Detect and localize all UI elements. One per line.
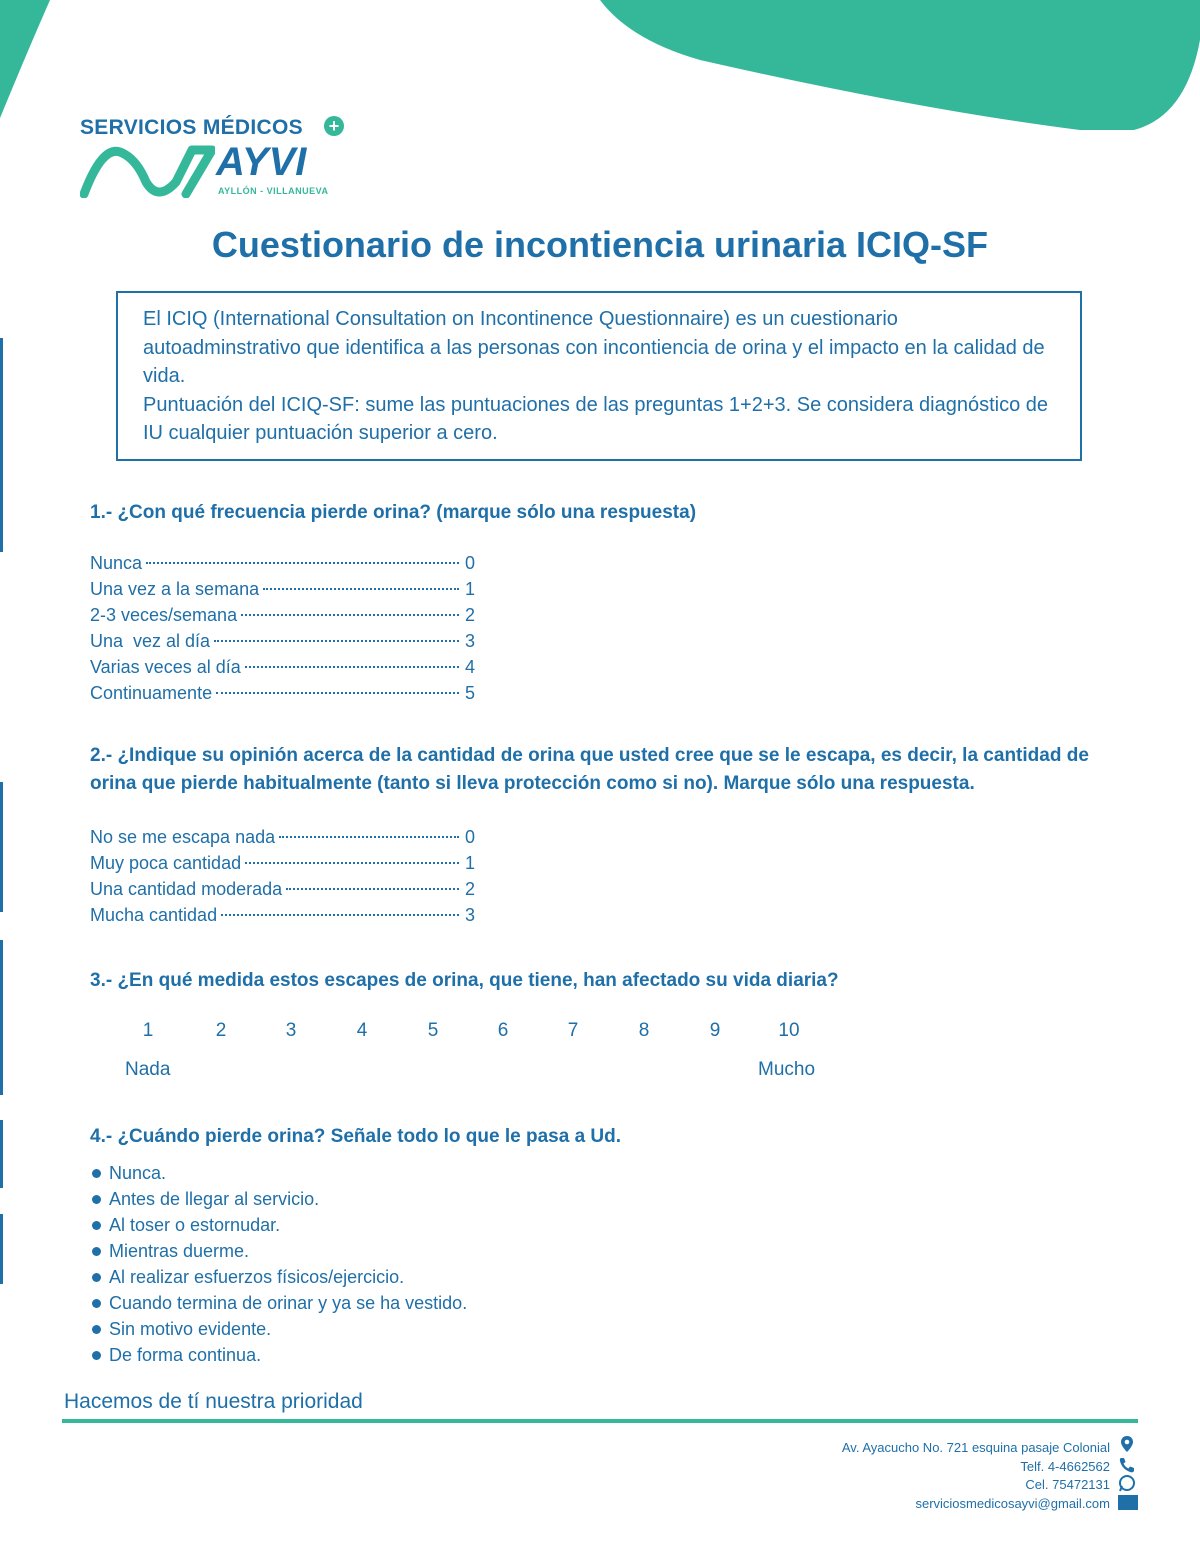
option-label: Al realizar esfuerzos físicos/ejercicio. bbox=[109, 1267, 405, 1287]
scale-option[interactable]: 4 bbox=[356, 1020, 368, 1041]
footer-cell: Cel. 75472131 bbox=[1025, 1477, 1110, 1492]
option-value: 2 bbox=[464, 879, 475, 899]
list-item[interactable] bbox=[92, 1186, 467, 1212]
option-value: 2 bbox=[464, 605, 475, 625]
option-label: Sin motivo evidente. bbox=[109, 1319, 272, 1339]
option-label: Varias veces al día bbox=[90, 657, 241, 677]
edge-mark bbox=[0, 338, 3, 552]
option-value: 4 bbox=[464, 657, 475, 677]
company-logo bbox=[80, 112, 360, 202]
footer-phone: Telf. 4-4662562 bbox=[1020, 1459, 1110, 1474]
bullet-icon bbox=[92, 1221, 101, 1230]
dot-leader bbox=[214, 640, 459, 642]
dot-leader bbox=[146, 562, 459, 564]
phone-icon bbox=[1118, 1456, 1136, 1474]
scale-option[interactable]: 8 bbox=[638, 1020, 650, 1041]
option-label: Cuando termina de orinar y ya se ha vestido. bbox=[109, 1293, 468, 1313]
dot-leader bbox=[221, 914, 459, 916]
question-3: 3.- ¿En qué medida estos escapes de orina, que tiene, han afectado su vida diaria? bbox=[90, 970, 839, 991]
scale-option[interactable]: 9 bbox=[709, 1020, 721, 1041]
list-item[interactable] bbox=[92, 1264, 467, 1290]
dot-leader bbox=[245, 862, 459, 864]
scale-option[interactable]: 6 bbox=[497, 1020, 509, 1041]
option-value: 0 bbox=[464, 553, 475, 573]
intro-paragraph: El ICIQ (International Consultation on Incontinence Questionnaire) es un cuestionario autoadminstrativo que identifica a las personas con incontiencia de orina y el impacto en la calidad de vida. bbox=[143, 308, 1045, 387]
option-label: Al toser o estornudar. bbox=[109, 1215, 281, 1235]
bullet-icon bbox=[92, 1169, 101, 1178]
scale-option[interactable]: 2 bbox=[215, 1020, 227, 1041]
footer-address: Av. Ayacucho No. 721 esquina pasaje Colonial bbox=[841, 1440, 1110, 1455]
option-row[interactable] bbox=[90, 876, 475, 902]
scale-option[interactable]: 1 bbox=[142, 1020, 154, 1041]
logo-brand: AYVI bbox=[216, 140, 307, 184]
edge-mark bbox=[0, 1214, 3, 1284]
option-value: 5 bbox=[464, 683, 475, 703]
bullet-icon bbox=[92, 1247, 101, 1256]
option-row[interactable] bbox=[90, 824, 475, 850]
option-value: 3 bbox=[464, 631, 475, 651]
option-label: No se me escapa nada bbox=[90, 827, 276, 847]
dot-leader bbox=[216, 692, 459, 694]
option-label: Mientras duerme. bbox=[109, 1241, 250, 1261]
scale-high-label: Mucho bbox=[758, 1059, 816, 1080]
whatsapp-icon bbox=[1118, 1474, 1136, 1492]
option-label: Una vez al día bbox=[90, 631, 211, 651]
logo-subtitle: AYLLÓN - VILLANUEVA bbox=[218, 186, 329, 196]
bullet-icon bbox=[92, 1195, 101, 1204]
option-row[interactable] bbox=[90, 576, 475, 602]
dot-leader bbox=[286, 888, 459, 890]
footer-email[interactable]: serviciosmedicosayvi@gmail.com bbox=[915, 1496, 1110, 1511]
option-row[interactable] bbox=[90, 654, 475, 680]
list-item[interactable] bbox=[92, 1160, 467, 1186]
dot-leader bbox=[245, 666, 459, 668]
dot-leader bbox=[279, 836, 459, 838]
question-2-options bbox=[90, 824, 475, 928]
question-2: 2.- ¿Indique su opinión acerca de la cantidad de orina que usted cree que se le escapa, es decir, la cantidad de orina que pierde habitualmente (tanto si lleva protección como si no). Marque sólo una respuesta. bbox=[90, 745, 1089, 794]
option-label: Mucha cantidad bbox=[90, 905, 218, 925]
option-label: Nunca bbox=[90, 553, 143, 573]
footer-slogan: Hacemos de tí nuestra prioridad bbox=[64, 1390, 363, 1413]
option-row[interactable] bbox=[90, 628, 475, 654]
option-label: Una vez a la semana bbox=[90, 579, 260, 599]
question-4: 4.- ¿Cuándo pierde orina? Señale todo lo que le pasa a Ud. bbox=[90, 1126, 622, 1147]
list-item[interactable] bbox=[92, 1316, 467, 1342]
logo-top-text: SERVICIOS MÉDICOS bbox=[80, 116, 303, 139]
email-icon bbox=[1118, 1495, 1138, 1510]
option-label: De forma continua. bbox=[109, 1345, 262, 1365]
option-row[interactable] bbox=[90, 602, 475, 628]
option-label: Muy poca cantidad bbox=[90, 853, 242, 873]
background-decoration bbox=[0, 0, 1200, 130]
edge-mark bbox=[0, 782, 3, 912]
scale-low-label: Nada bbox=[125, 1059, 171, 1080]
location-pin-icon bbox=[1118, 1435, 1136, 1453]
question-1: 1.- ¿Con qué frecuencia pierde orina? (marque sólo una respuesta) bbox=[90, 502, 697, 523]
option-value: 1 bbox=[464, 579, 475, 599]
intro-box bbox=[116, 291, 1082, 461]
dot-leader bbox=[241, 614, 459, 616]
bullet-icon bbox=[92, 1351, 101, 1360]
option-label: Una cantidad moderada bbox=[90, 879, 283, 899]
list-item[interactable] bbox=[92, 1290, 467, 1316]
option-label: Nunca. bbox=[109, 1163, 167, 1183]
question-1-options bbox=[90, 550, 475, 706]
logo-plus-icon: + bbox=[324, 116, 344, 136]
option-row[interactable] bbox=[90, 550, 475, 576]
edge-mark bbox=[0, 1120, 3, 1188]
option-label: Continuamente bbox=[90, 683, 213, 703]
bullet-icon bbox=[92, 1299, 101, 1308]
option-value: 3 bbox=[464, 905, 475, 925]
question-4-options bbox=[92, 1160, 467, 1368]
option-value: 1 bbox=[464, 853, 475, 873]
option-label: Antes de llegar al servicio. bbox=[109, 1189, 320, 1209]
page-title: Cuestionario de incontiencia urinaria ICIQ-SF bbox=[211, 224, 989, 265]
scale-option[interactable]: 5 bbox=[427, 1020, 439, 1041]
dot-leader bbox=[263, 588, 459, 590]
intro-paragraph: Puntuación del ICIQ-SF: sume las puntuaciones de las preguntas 1+2+3. Se considera diagnóstico de IU cualquier puntuación superior a cero. bbox=[143, 393, 1049, 444]
list-item[interactable] bbox=[92, 1238, 467, 1264]
option-label: 2-3 veces/semana bbox=[90, 605, 238, 625]
bullet-icon bbox=[92, 1273, 101, 1282]
logo-wave-icon bbox=[80, 142, 215, 198]
option-row[interactable] bbox=[90, 902, 475, 928]
list-item[interactable] bbox=[92, 1212, 467, 1238]
option-row[interactable] bbox=[90, 850, 475, 876]
option-value: 0 bbox=[464, 827, 475, 847]
scale-option[interactable]: 10 bbox=[778, 1020, 800, 1041]
bullet-icon bbox=[92, 1325, 101, 1334]
option-row[interactable] bbox=[90, 680, 475, 706]
scale-option[interactable]: 7 bbox=[567, 1020, 579, 1041]
footer-divider bbox=[62, 1419, 1138, 1423]
list-item[interactable] bbox=[92, 1342, 467, 1368]
scale-option[interactable]: 3 bbox=[285, 1020, 297, 1041]
edge-mark bbox=[0, 940, 3, 1095]
